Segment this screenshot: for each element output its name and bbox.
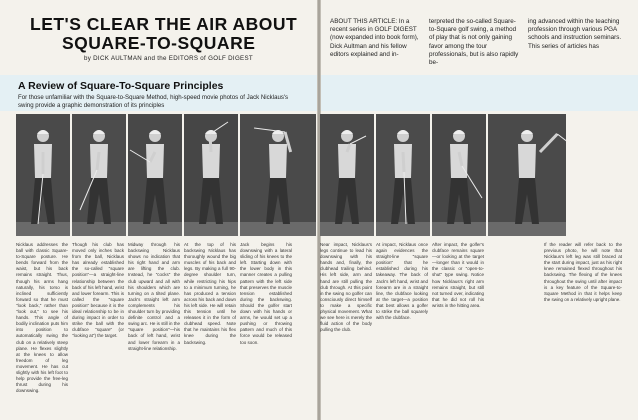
intro-column-2: terpreted the so-called Square-to-Square golf swing, a method of play that is not only gaining favor among the tour professionals, but is also rapidly be- [429, 18, 519, 67]
swing-photo-top [240, 114, 316, 236]
swing-photo-takeaway [72, 114, 126, 236]
swing-photo-impact [376, 114, 430, 236]
intro-column-3: ing advanced within the teaching profession through various PGA schools and instruction seminars. This series of articles has [528, 18, 622, 50]
section-subtext: For those unfamiliar with the Square-to-Square Method, high-speed movie photos of Jack Nicklaus's swing provide a graphic demonstration of its principles [18, 94, 289, 109]
caption-column-7: At impact, Nicklaus once again evidences the straight-line "square position" that he established during his takeaway. The back of Jack's left hand, wrist and forearm are in a straight line, the clubface looking at the target—a position that best allows a golfer to strike the ball squarely with the clubface. [376, 242, 428, 321]
byline: by DICK AULTMAN and the EDITORS of GOLF DIGEST [84, 55, 253, 62]
swing-photo-backswing-low [128, 114, 182, 236]
swing-photo-release [432, 114, 486, 236]
headline-line-2: SQUARE-TO-SQUARE [62, 33, 256, 53]
caption-column-5: Jack begins his downswing with a lateral sliding of his knees to the left. Starting down with the lower body in this manner creates a pulling pattern with the left side that preserves the muscle tension established during the backswing. Should the golfer start down with his hands or arms, he would set up a pushing or throwing pattern and much of this force would be released too soon. [240, 242, 292, 345]
caption-column-8: After impact, the golfer's clubface remains square—or looking at the target—longer than it would in the classic or "open-to-shut" type swing. Notice how Nicklaus's right arm remains straight, but still not turned over, indicating that he did not roll his wrists in the hitting area. [432, 242, 484, 308]
intro-column-1: ABOUT THIS ARTICLE: In a recent series in GOLF DIGEST (now expanded into book form), Dick Aultman and his fellow editors explained and in- [330, 18, 419, 58]
swing-photo-address [16, 114, 70, 236]
section-heading: A Review of Square-To-Square Principles [18, 80, 224, 92]
swing-photo-downswing [320, 114, 374, 236]
headline-line-1: LET'S CLEAR THE AIR ABOUT [30, 14, 298, 34]
caption-column-2: Though his club has moved only inches back from the ball, Nicklaus has already established the so-called "square position"—a straight-line relationship between the back of his left hand, wrist and lower forearm. This is called the "square position" because it is the ideal relationship to be in during impact in order to strike the ball with the clubface "square" (or "looking at") the target. [72, 242, 124, 339]
caption-column-3: Midway through his backswing Nicklaus shows no indication that his right hand and arm are lifting the club. Instead, he "cocks" the club upward and all with his shoulders which are turning on a tilted plane. Jack's straight left arm complements his shoulder turn by providing definite control and a swing arc. He is still in the "square position"—his back of left hand, wrist and lower forearm in a straight-line relationship. [128, 242, 180, 351]
caption-column-6: Near impact, Nicklaus's legs continue to lead his downswing with his hands and, finally, the clubhead trailing behind. His left side, arm and hand are still pulling the club through. At this point in the swing no golfer can consciously direct himself to make a specific physical movement. What we see here is merely the fluid action of the body pulling the club. [320, 242, 372, 333]
swing-photo-follow-through [488, 114, 566, 236]
caption-column-4: At the top of his backswing Nicklaus has thoroughly wound the big muscles of his back and legs. By making a full 90-degree shoulder turn, while restricting his hips to a minimum turning, he has produced a tension across his back and down his left side. He will retain this tension until he releases it in the form of clubhead speed. Note that he maintains his flex knee during the backswing. [184, 242, 236, 345]
caption-column-9: If the reader will refer back to the previous photo, he will note that Nicklaus's left leg was still braced at the start during impact, just as his right knee remained flexed throughout his backswing. The flexing of the knees throughout the swing until after impact is a key feature of the Square-to-Square Method in that it helps keep the swing on a relatively upright plane. [544, 242, 622, 302]
caption-column-1: Nicklaus addresses the ball with classic Square-to-Square posture. He bends forward from the waist, but his back remains straight. Thus, though his arms hang naturally, his torso is inclined sufficiently forward so that he must "look back," rather than "look out," to see his hands. This angle of bodily inclination puts him into position to automatically swing the club on a relatively steep plane. He flexes slightly at the knees to allow freedom of leg movement. He has cut slightly with his left foot to help provide the free-leg thrust during his downswing. [16, 242, 68, 394]
swing-photo-backswing-high [184, 114, 238, 236]
